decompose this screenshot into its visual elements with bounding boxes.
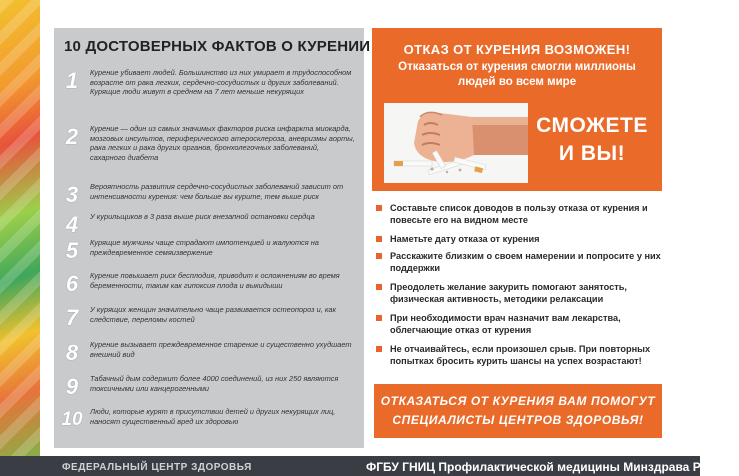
slogan [532, 112, 652, 168]
tip-text: Преодолеть желание закурить помогают занятость, физическая активность, методики релаксации [390, 282, 627, 304]
bullet-square-icon [376, 253, 382, 259]
slogan-line-2: И ВЫ! [558, 142, 626, 165]
bullet-square-icon [376, 284, 382, 290]
quit-title: ОТКАЗ ОТ КУРЕНИЯ ВОЗМОЖЕН! [403, 42, 631, 57]
fact-text: У курящих женщин значительно чаще развивается остеопороз и, как следствие, переломы костей [90, 305, 336, 324]
fist-crushing-cigarettes-image [384, 103, 528, 183]
tip-text: При необходимости врач назначит вам лекарства, облегчающие отказ от курения [390, 313, 621, 335]
fact-number: 6 [65, 271, 79, 296]
fact-text: Курение вызывает преждевременное старение и существенно ухудшает внешний вид [90, 340, 352, 359]
fact-text: Курение — один из самых значимых факторов риска инфаркта миокарда, мозговых инсультов, периферического атеросклероза, аневризмы аорты, рака легких и рака других органов, бронхолегочных заболеваний, сахарного диабета [90, 124, 355, 162]
tip-text: Расскажите близким о своем намерении и попросите у них поддержки [390, 251, 661, 273]
fact-text: Курение повышает риск бесплодия, приводит к осложнениям во время беременности, таким как гипоксия плода и выкидыши [90, 271, 340, 290]
decorative-stripe [0, 0, 40, 476]
fact-number: 8 [65, 340, 79, 365]
bullet-square-icon [376, 346, 382, 352]
cta-line-1: ОТКАЗАТЬСЯ ОТ КУРЕНИЯ ВАМ ПОМОГУТ [380, 394, 656, 408]
fact-text: Люди, которые курят в присутствии детей и других некурящих лиц, наносят существенный вред их здоровью [90, 407, 336, 426]
fact-text: Курящие мужчины чаще страдают импотенцией и жалуются на преждевременное семяизвержение [90, 238, 319, 257]
bullet-square-icon [376, 236, 382, 242]
facts-title: 10 ДОСТОВЕРНЫХ ФАКТОВ О КУРЕНИИ [64, 38, 371, 55]
slogan-line-1: СМОЖЕТЕ [536, 114, 648, 137]
fact-text: Табачный дым содержит более 4000 соединений, из них 250 являются токсичными или канцерогенными [90, 374, 339, 393]
fact-text: Курение убивает людей. Большинство из них умирает в трудоспособном возрасте от рака легких, сердечно-сосудистых и других заболеваний. Курящие люди живут в среднем на 7 лет меньше некурящих [90, 68, 352, 97]
bullet-square-icon [376, 205, 382, 211]
bullet-square-icon [376, 315, 382, 321]
fact-number: 10 [61, 409, 83, 430]
footer-left-text: ФЕДЕРАЛЬНЫЙ ЦЕНТР ЗДОРОВЬЯ [62, 462, 252, 473]
fact-number: 9 [65, 374, 79, 399]
fact-number: 3 [65, 182, 79, 207]
fact-number: 2 [65, 124, 79, 149]
cta-line-2: СПЕЦИАЛИСТЫ ЦЕНТРОВ ЗДОРОВЬЯ! [392, 413, 644, 427]
fact-text: У курильщиков в 3 раза выше риск внезапной остановки сердца [90, 212, 315, 221]
footer-right-text: ФГБУ ГНИЦ Профилактической медицины Минздрава России, [366, 460, 739, 474]
fact-text: Вероятность развития сердечно-сосудистых заболеваний зависит от интенсивности курения: чем больше вы курите, тем выше риск [90, 182, 344, 201]
tip-text: Наметьте дату отказа от курения [390, 234, 540, 244]
cta-text [374, 392, 662, 430]
fist-icon [384, 103, 528, 183]
fact-number: 5 [65, 238, 79, 263]
quit-subtitle: Отказаться от курения смогли миллионы людей во всем мире [398, 61, 636, 88]
fact-number: 1 [65, 68, 79, 93]
fact-number: 4 [65, 212, 79, 237]
fact-number: 7 [65, 305, 79, 330]
tip-text: Составьте список доводов в пользу отказа от курения и повесьте его на видном месте [390, 203, 648, 225]
tip-text: Не отчаивайтесь, если произошел срыв. При повторных попытках бросить курить шансы на успех возрастают! [390, 344, 651, 366]
